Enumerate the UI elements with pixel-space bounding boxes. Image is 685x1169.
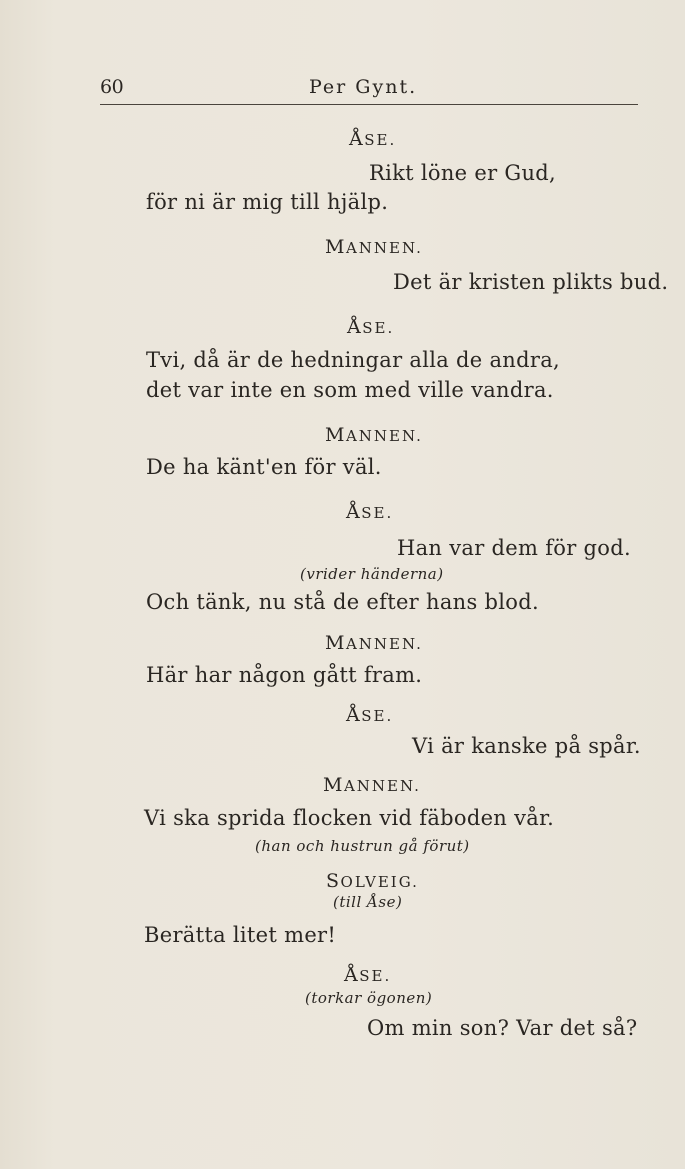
dialogue-line: Vi ska sprida flocken vid fäboden vår. (144, 806, 555, 830)
speaker-name: ÅSE. (346, 501, 394, 523)
dialogue-line: Rikt löne er Gud, (369, 161, 557, 185)
dialogue-line: Och tänk, nu stå de efter hans blod. (146, 590, 539, 614)
running-title: Per Gynt. (309, 76, 418, 98)
dialogue-line: Berätta litet mer! (144, 923, 337, 947)
speaker-name: ÅSE. (347, 316, 395, 338)
stage-direction: (han och hustrun gå förut) (255, 837, 470, 855)
dialogue-line: Det är kristen plikts bud. (393, 270, 669, 294)
speaker-name: ÅSE. (346, 704, 394, 726)
dialogue-line: De ha känt'en för väl. (146, 455, 382, 479)
page-number: 60 (100, 76, 124, 98)
stage-direction: (till Åse) (333, 893, 403, 911)
dialogue-line: för ni är mig till hjälp. (146, 190, 389, 214)
speaker-name: MANNEN. (323, 774, 421, 796)
dialogue-line: Här har någon gått fram. (146, 663, 423, 687)
header-rule (100, 104, 638, 105)
speaker-name: MANNEN. (325, 632, 423, 654)
dialogue-line: Vi är kanske på spår. (412, 734, 641, 758)
dialogue-line: det var inte en som med ville vandra. (146, 378, 554, 402)
dialogue-line: Han var dem för god. (397, 536, 631, 560)
stage-direction: (vrider händerna) (300, 565, 444, 583)
speaker-name: MANNEN. (325, 424, 423, 446)
speaker-name: ÅSE. (349, 128, 397, 150)
speaker-name: ÅSE. (344, 964, 392, 986)
speaker-name: SOLVEIG. (326, 870, 419, 892)
dialogue-line: Om min son? Var det så? (367, 1016, 638, 1040)
dialogue-line: Tvi, då är de hedningar alla de andra, (146, 348, 561, 372)
speaker-name: MANNEN. (325, 236, 423, 258)
stage-direction: (torkar ögonen) (305, 989, 433, 1007)
